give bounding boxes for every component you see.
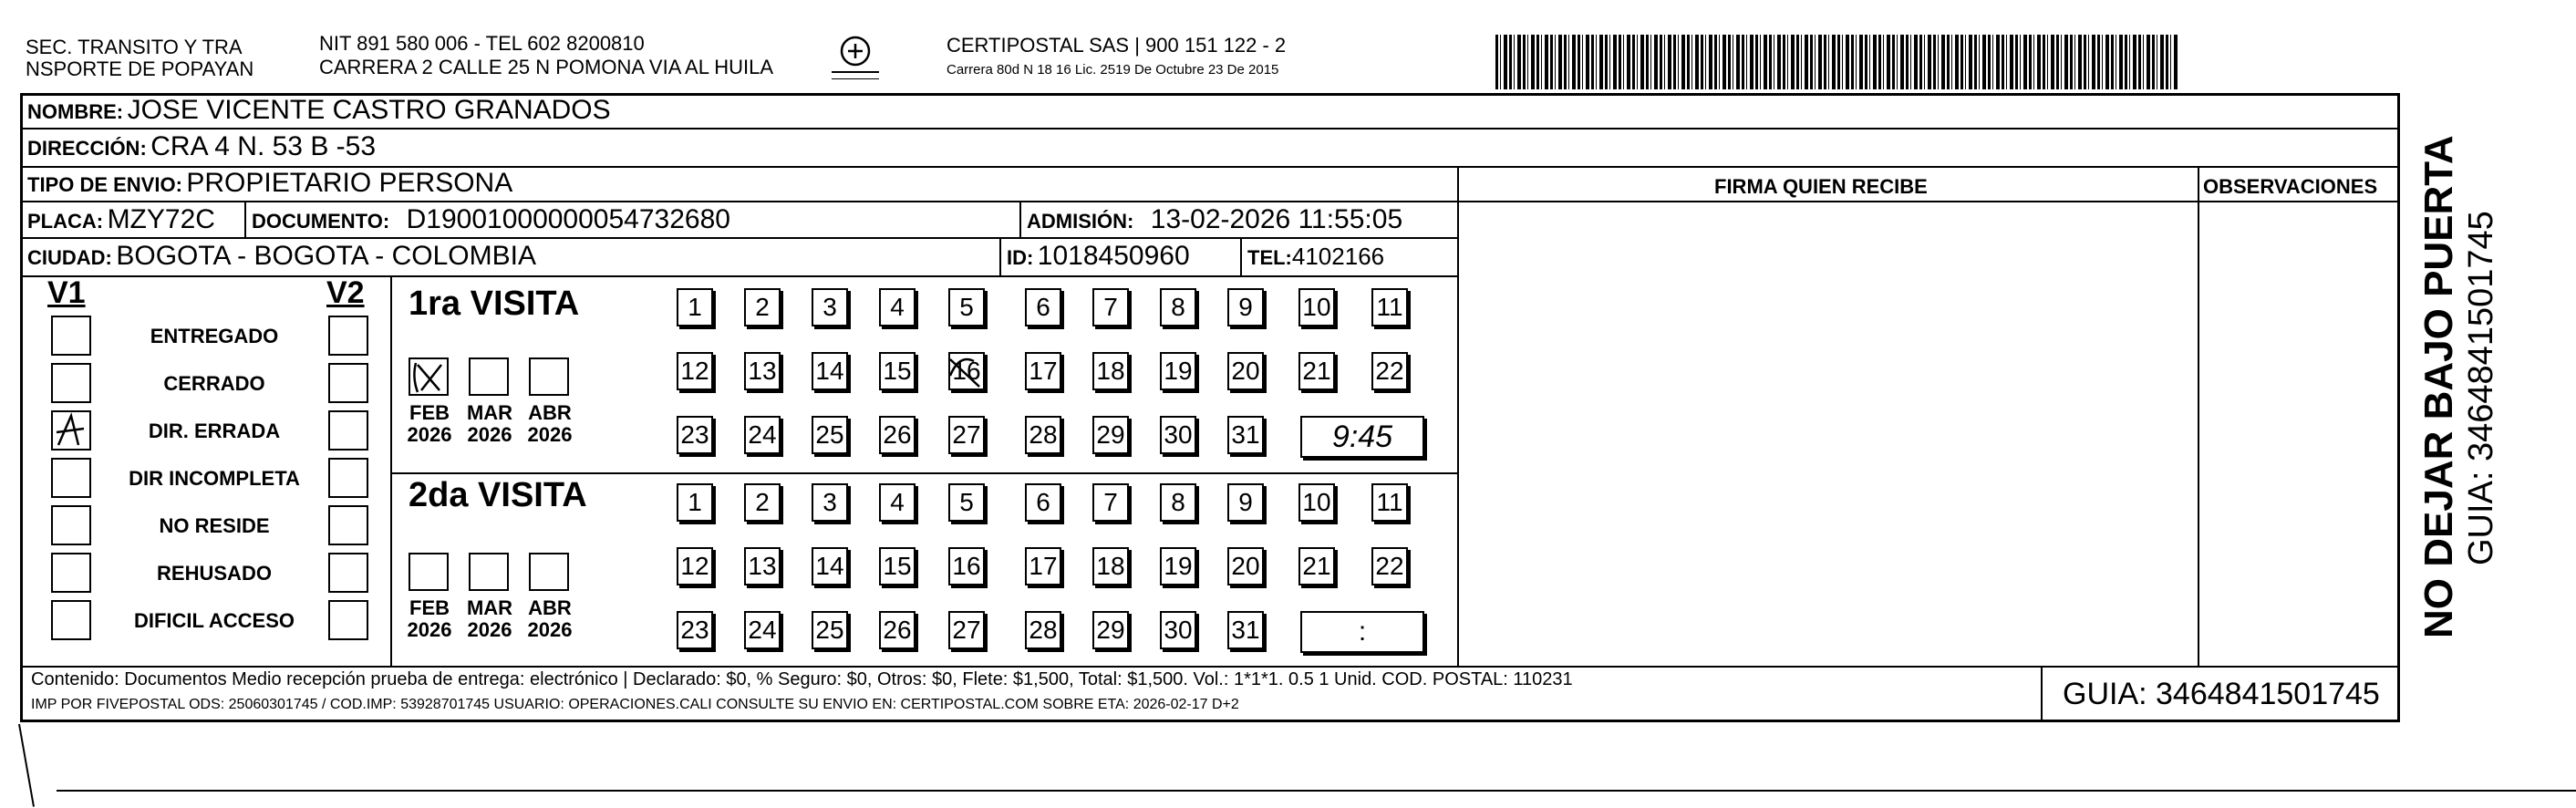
tel-label: TEL: bbox=[1247, 246, 1292, 269]
day-box[interactable]: 9 bbox=[1227, 288, 1264, 326]
month-checkbox[interactable] bbox=[469, 553, 509, 591]
documento-label: DOCUMENTO: bbox=[252, 210, 390, 233]
month-checkbox[interactable] bbox=[529, 553, 569, 591]
day-box[interactable]: 29 bbox=[1092, 416, 1129, 454]
documento-cell bbox=[252, 204, 730, 240]
day-box[interactable]: 21 bbox=[1298, 352, 1335, 390]
v2-checkbox[interactable] bbox=[328, 316, 368, 356]
day-box[interactable]: 24 bbox=[744, 611, 781, 649]
month-label: MAR bbox=[466, 596, 513, 619]
month-label: FEB bbox=[409, 401, 450, 424]
day-box[interactable]: 13 bbox=[744, 352, 781, 390]
second-visit-label: 2da VISITA bbox=[409, 476, 587, 514]
day-box[interactable]: 27 bbox=[948, 611, 985, 649]
day-box[interactable]: 13 bbox=[744, 547, 781, 585]
status-label: DIR. ERRADA bbox=[148, 420, 281, 442]
placa-value: MZY72C bbox=[107, 204, 215, 234]
divider bbox=[999, 239, 1001, 275]
company-name-line2: NSPORTE DE POPAYAN bbox=[26, 57, 254, 80]
v1-checkbox[interactable] bbox=[51, 458, 91, 498]
v2-checkbox[interactable] bbox=[328, 410, 368, 451]
v2-checkbox[interactable] bbox=[328, 553, 368, 593]
first-visit-label: 1ra VISITA bbox=[409, 285, 580, 323]
divider bbox=[1240, 239, 1242, 275]
day-box[interactable]: 27 bbox=[948, 416, 985, 454]
day-box[interactable]: 25 bbox=[812, 611, 848, 649]
day-box[interactable]: 18 bbox=[1092, 352, 1129, 390]
v1-checkbox[interactable] bbox=[51, 363, 91, 403]
status-label: ENTREGADO bbox=[150, 325, 279, 347]
time-box[interactable]: 9:45 bbox=[1300, 416, 1424, 458]
day-box[interactable]: 31 bbox=[1227, 416, 1264, 454]
status-label: REHUSADO bbox=[157, 562, 272, 585]
side-guia: GUIA: 3464841501745 bbox=[2462, 211, 2500, 565]
month-checkbox[interactable] bbox=[469, 357, 509, 396]
year-label: 2026 bbox=[527, 618, 573, 641]
day-box[interactable]: 10 bbox=[1298, 288, 1335, 326]
direccion-value: CRA 4 N. 53 B -53 bbox=[150, 131, 377, 161]
v1-checkbox[interactable] bbox=[51, 600, 91, 640]
divider bbox=[390, 472, 1457, 474]
company-name-line1: SEC. TRANSITO Y TRA bbox=[26, 36, 243, 58]
v2-checkbox[interactable] bbox=[328, 363, 368, 403]
year-label: 2026 bbox=[407, 423, 452, 446]
nombre-row bbox=[27, 95, 611, 130]
status-label: DIFICIL ACCESO bbox=[133, 609, 295, 632]
v1-checkbox[interactable] bbox=[51, 316, 91, 356]
tipo-envio-row bbox=[27, 168, 512, 203]
day-box[interactable]: 12 bbox=[677, 352, 713, 390]
day-box[interactable]: 2 bbox=[744, 483, 781, 522]
year-label: 2026 bbox=[467, 618, 512, 641]
v1-checkbox[interactable] bbox=[51, 505, 91, 545]
divider bbox=[1019, 202, 1021, 239]
day-box[interactable]: 5 bbox=[948, 288, 985, 326]
divider bbox=[2198, 166, 2199, 666]
day-box[interactable]: 19 bbox=[1160, 547, 1196, 585]
day-box[interactable]: 30 bbox=[1160, 611, 1196, 649]
day-box[interactable]: 12 bbox=[677, 547, 713, 585]
tel-cell bbox=[1247, 241, 1384, 276]
day-box[interactable]: 14 bbox=[812, 352, 848, 390]
day-box[interactable]: 10 bbox=[1298, 483, 1335, 522]
nit-line: NIT 891 580 006 - TEL 602 8200810 bbox=[319, 32, 645, 55]
day-box[interactable]: 14 bbox=[812, 547, 848, 585]
day-box[interactable]: 24 bbox=[744, 416, 781, 454]
day-box[interactable]: 1 bbox=[677, 288, 713, 326]
day-box[interactable]: 26 bbox=[879, 611, 916, 649]
day-box[interactable]: 3 bbox=[812, 483, 848, 522]
no-dejar-bajo-puerta: NO DEJAR BAJO PUERTA bbox=[2416, 135, 2461, 638]
placa-label: PLACA: bbox=[27, 210, 104, 233]
guia-box: GUIA: 3464841501745 bbox=[2063, 677, 2380, 711]
v2-label: V2 bbox=[326, 275, 365, 310]
admision-value: 13-02-2026 11:55:05 bbox=[1150, 204, 1403, 234]
month-label: FEB bbox=[409, 596, 450, 619]
certipostal-line1: CERTIPOSTAL SAS | 900 151 122 - 2 bbox=[947, 34, 1287, 57]
status-label: DIR INCOMPLETA bbox=[129, 467, 300, 490]
day-box[interactable]: 20 bbox=[1227, 352, 1264, 390]
day-box[interactable]: 17 bbox=[1025, 352, 1061, 390]
tipo-envio-value: PROPIETARIO PERSONA bbox=[186, 168, 513, 198]
day-box[interactable]: 2 bbox=[744, 288, 781, 326]
day-box[interactable]: 6 bbox=[1025, 288, 1061, 326]
day-box[interactable]: 4 bbox=[879, 288, 916, 326]
day-box[interactable]: 1 bbox=[677, 483, 713, 522]
day-box[interactable]: 23 bbox=[677, 416, 713, 454]
certipostal-logo-icon bbox=[839, 35, 872, 67]
day-box[interactable]: 22 bbox=[1371, 352, 1408, 390]
company-address: CARRERA 2 CALLE 25 N POMONA VIA AL HUILA bbox=[319, 56, 774, 78]
placa-cell bbox=[27, 204, 215, 240]
firma-label: FIRMA QUIEN RECIBE bbox=[1714, 175, 1928, 198]
divider bbox=[2041, 668, 2043, 720]
day-box[interactable]: 28 bbox=[1025, 611, 1061, 649]
year-label: 2026 bbox=[527, 423, 573, 446]
status-label: NO RESIDE bbox=[159, 514, 270, 537]
day-box[interactable]: 11 bbox=[1371, 288, 1408, 326]
day-box[interactable]: 8 bbox=[1160, 288, 1196, 326]
day-box[interactable]: 16 bbox=[948, 352, 985, 390]
month-checkbox[interactable] bbox=[529, 357, 569, 396]
year-label: 2026 bbox=[467, 423, 512, 446]
day-box[interactable]: 7 bbox=[1092, 483, 1129, 522]
direccion-label: DIRECCIÓN: bbox=[27, 137, 147, 160]
divider bbox=[390, 275, 392, 666]
day-box[interactable]: 15 bbox=[879, 352, 916, 390]
day-box[interactable]: 17 bbox=[1025, 547, 1061, 585]
day-box[interactable]: 23 bbox=[677, 611, 713, 649]
bottom-rule bbox=[57, 790, 2576, 792]
day-box[interactable]: 21 bbox=[1298, 547, 1335, 585]
month-checkbox[interactable] bbox=[409, 357, 449, 396]
year-label: 2026 bbox=[407, 618, 452, 641]
ciudad-value: BOGOTA - BOGOTA - COLOMBIA bbox=[116, 241, 536, 271]
day-box[interactable]: 4 bbox=[879, 483, 916, 522]
documento-value: D19001000000054732680 bbox=[406, 204, 730, 234]
id-label: ID: bbox=[1007, 246, 1034, 269]
status-label: CERRADO bbox=[163, 372, 265, 395]
nombre-label: NOMBRE: bbox=[27, 100, 124, 123]
day-box[interactable]: 22 bbox=[1371, 547, 1408, 585]
day-box[interactable]: 30 bbox=[1160, 416, 1196, 454]
id-cell bbox=[1007, 241, 1190, 276]
day-box[interactable]: 18 bbox=[1092, 547, 1129, 585]
v2-checkbox[interactable] bbox=[328, 505, 368, 545]
admision-label: ADMISIÓN: bbox=[1027, 210, 1134, 233]
v2-checkbox[interactable] bbox=[328, 600, 368, 640]
divider bbox=[244, 202, 246, 239]
admision-cell bbox=[1027, 204, 1402, 240]
observaciones-label: OBSERVACIONES bbox=[2203, 175, 2378, 198]
direccion-row bbox=[27, 131, 376, 167]
v1-checkbox[interactable] bbox=[51, 553, 91, 593]
day-box[interactable]: 7 bbox=[1092, 288, 1129, 326]
month-label: ABR bbox=[528, 401, 572, 424]
day-box[interactable]: 16 bbox=[948, 547, 985, 585]
day-box[interactable]: 8 bbox=[1160, 483, 1196, 522]
day-box[interactable]: 31 bbox=[1227, 611, 1264, 649]
month-label: MAR bbox=[466, 401, 513, 424]
day-box[interactable]: 25 bbox=[812, 416, 848, 454]
day-box[interactable]: 20 bbox=[1227, 547, 1264, 585]
id-value: 1018450960 bbox=[1037, 241, 1190, 271]
tipo-envio-label: TIPO DE ENVIO: bbox=[27, 173, 182, 196]
ciudad-cell bbox=[27, 241, 536, 276]
time-box[interactable]: : bbox=[1300, 611, 1424, 653]
v1-checkbox[interactable] bbox=[51, 410, 91, 451]
day-box[interactable]: 5 bbox=[948, 483, 985, 522]
day-box[interactable]: 9 bbox=[1227, 483, 1264, 522]
divider bbox=[1457, 166, 1459, 666]
certipostal-line2: Carrera 80d N 18 16 Lic. 2519 De Octubre 23 De 2015 bbox=[947, 62, 1279, 78]
day-box[interactable]: 3 bbox=[812, 288, 848, 326]
day-box[interactable]: 26 bbox=[879, 416, 916, 454]
month-label: ABR bbox=[528, 596, 572, 619]
imp-text: IMP POR FIVEPOSTAL ODS: 25060301745 / COD.IMP: 53928701745 USUARIO: OPERACIONES.CALI CONSULTE SU ENVIO EN: CERTIPOSTAL.COM SOBRE ETA: 2026-02-17 D+2 bbox=[31, 697, 1239, 712]
logo-underline bbox=[832, 71, 879, 79]
day-box[interactable]: 19 bbox=[1160, 352, 1196, 390]
v2-checkbox[interactable] bbox=[328, 458, 368, 498]
barcode bbox=[1495, 35, 2179, 89]
day-box[interactable]: 15 bbox=[879, 547, 916, 585]
day-box[interactable]: 11 bbox=[1371, 483, 1408, 522]
ciudad-label: CIUDAD: bbox=[27, 246, 112, 269]
day-box[interactable]: 28 bbox=[1025, 416, 1061, 454]
v1-label: V1 bbox=[47, 275, 86, 310]
nombre-value: JOSE VICENTE CASTRO GRANADOS bbox=[127, 95, 611, 125]
month-checkbox[interactable] bbox=[409, 553, 449, 591]
tel-value: 4102166 bbox=[1291, 243, 1385, 270]
edge-mark bbox=[18, 724, 35, 807]
day-box[interactable]: 29 bbox=[1092, 611, 1129, 649]
day-box[interactable]: 6 bbox=[1025, 483, 1061, 522]
contenido-text: Contenido: Documentos Medio recepción prueba de entrega: electrónico | Declarado: $0, % Seguro: $0, Otros: $0, Flete: $1,500, Total: $1,500. Vol.: 1*1*1. 0.5 1 Unid. COD. POSTAL: 110231 bbox=[31, 669, 1573, 689]
